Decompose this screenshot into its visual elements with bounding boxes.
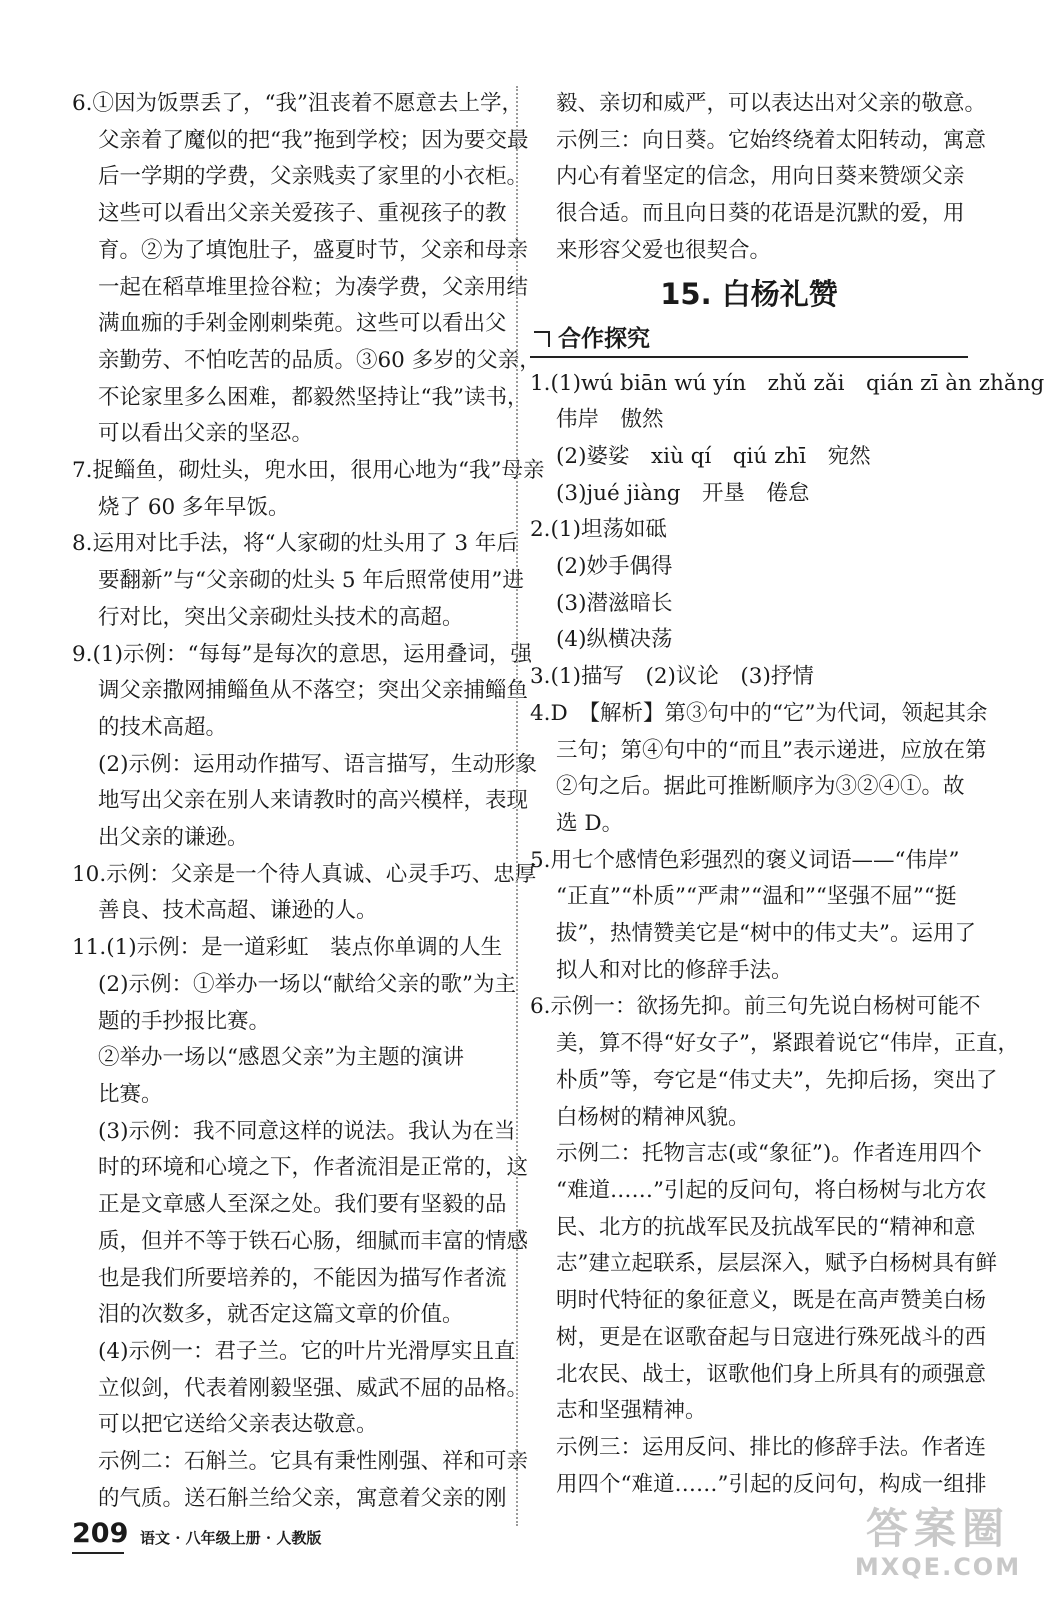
text-line: 后一学期的学费，父亲贱卖了家里的小衣柜。: [98, 164, 529, 190]
book-info: 语文 · 八年级上册 · 人教版: [140, 1529, 322, 1547]
text-line: 朴质”等，夸它是“伟丈夫”，先抑后扬，突出了: [556, 1067, 998, 1093]
subheading: [530, 322, 968, 358]
text-line: 泪的次数多，就否定这篇文章的价值。: [98, 1302, 464, 1328]
text-line: (3)jué jiàng 开垦 倦怠: [556, 480, 810, 506]
text-line: 8.运用对比手法，将“人家砌的灶头用了 3 年后: [72, 531, 518, 557]
text-line: 毅、亲切和威严，可以表达出对父亲的敬意。: [556, 91, 987, 116]
text-line: 正是文章感人至深之处。我们要有坚毅的品: [98, 1192, 507, 1218]
text-line: 出父亲的谦逊。: [98, 825, 249, 851]
watermark-main: 答案圈: [865, 1504, 1010, 1553]
text-line: 时的环境和心境之下，作者流泪是正常的，这: [98, 1155, 529, 1181]
text-line: 树，更是在讴歌奋起与日寇进行殊死战斗的西: [556, 1324, 987, 1350]
text-line: 6.示例一：欲扬先抑。前三句先说白杨树可能不: [530, 994, 981, 1020]
text-line: 志”建立起联系，层层深入，赋予白杨树具有鲜: [556, 1251, 997, 1277]
right-bottom-answers: [530, 366, 1045, 1504]
text-line: 用四个“难道……”引起的反问句，构成一组排: [556, 1471, 987, 1497]
text-line: 民、北方的抗战军民及抗战军民的“精神和意: [556, 1214, 976, 1240]
text-line: 示例三：向日葵。它始终绕着太阳转动，寓意: [556, 127, 987, 153]
page-number-rule: [72, 1552, 124, 1554]
text-line: 7.捉鲻鱼，砌灶头，兜水田，很用心地为“我”母亲: [72, 458, 545, 484]
text-line: (2)婆娑 xiù qí qiú zhī 宛然: [556, 443, 871, 469]
text-line: 11.(1)示例：是一道彩虹 装点你单调的人生: [72, 935, 503, 961]
text-line: 美，算不得“好女子”，紧跟着说它“伟岸，正直，: [556, 1031, 1019, 1057]
text-line: 题的手抄报比赛。: [98, 1008, 271, 1034]
section-title: 15. 白杨礼赞: [660, 276, 838, 311]
text-line: 1.(1)wú biān wú yín zhǔ zǎi qián zī àn zhǎng: [530, 370, 1045, 396]
text-line: 10.示例：父亲是一个待人真诚、心灵手巧、忠厚: [72, 861, 537, 887]
text-line: 很合适。而且向日葵的花语是沉默的爱，用: [556, 201, 965, 227]
text-line: 这些可以看出父亲关爱孩子、重视孩子的教: [98, 201, 507, 227]
text-line: 三句；第④句中的“而且”表示递进，应放在第: [556, 737, 987, 763]
text-line: 的气质。送石斛兰给父亲，寓意着父亲的刚: [98, 1485, 507, 1511]
text-line: 3.(1)描写 (2)议论 (3)抒情: [530, 664, 814, 690]
column-divider: [516, 86, 518, 1526]
text-line: 立似剑，代表着刚毅坚强、威武不屈的品格。: [98, 1375, 529, 1401]
text-line: 白杨树的精神风貌。: [556, 1104, 750, 1130]
right-column: [530, 86, 1045, 1503]
text-line: 5.用七个感情色彩强烈的褒义词语——“伟岸”: [530, 847, 960, 873]
subheading-label: 合作探究: [558, 325, 650, 352]
text-line: 2.(1)坦荡如砥: [530, 517, 667, 543]
corner-arrow-icon: [534, 331, 550, 347]
text-line: (2)示例：运用动作描写、语言描写，生动形象: [98, 751, 537, 777]
left-column: [72, 86, 545, 1517]
text-line: (4)纵横决荡: [556, 627, 673, 653]
text-line: “正直”“朴质”“严肃”“温和”“坚强不屈”“挺: [556, 884, 957, 910]
text-line: (2)示例：①举办一场以“献给父亲的歌”为主: [98, 971, 516, 997]
text-line: ②句之后。据此可推断顺序为③②④①。故: [556, 774, 965, 800]
text-line: 拟人和对比的修辞手法。: [556, 957, 793, 983]
text-line: 来形容父爱也很契合。: [556, 237, 772, 263]
text-line: 比赛。: [98, 1081, 163, 1107]
text-line: 调父亲撒网捕鲻鱼从不落空；突出父亲捕鲻鱼: [98, 678, 529, 704]
text-line: 可以把它送给父亲表达敬意。: [98, 1412, 378, 1438]
text-line: (2)妙手偶得: [556, 554, 673, 580]
text-line: 示例三：运用反问、排比的修辞手法。作者连: [556, 1434, 987, 1460]
page-number: 209: [72, 1518, 129, 1549]
text-line: 北农民、战士，讴歌他们身上所具有的顽强意: [556, 1361, 987, 1387]
text-line: 不论家里多么困难，都毅然坚持让“我”读书，: [98, 384, 529, 410]
text-line: 示例二：托物言志(或“象征”)。作者连用四个: [556, 1141, 982, 1167]
text-line: 内心有着坚定的信念，用向日葵来赞颂父亲: [556, 164, 965, 190]
text-line: “难道……”引起的反问句，将白杨树与北方农: [556, 1177, 987, 1203]
text-line: 满血痂的手剁金刚刺柴蔸。这些可以看出父: [98, 311, 507, 337]
text-line: (4)示例一：君子兰。它的叶片光滑厚实且直: [98, 1338, 516, 1364]
text-line: 示例二：石斛兰。它具有秉性刚强、祥和可亲: [98, 1449, 529, 1475]
text-line: 善良、技术高超、谦逊的人。: [98, 898, 378, 924]
text-line: 拔”，热情赞美它是“树中的伟丈夫”。运用了: [556, 921, 976, 947]
text-line: 父亲着了魔似的把“我”拖到学校；因为要交最: [98, 127, 529, 153]
text-line: 行对比，突出父亲砌灶头技术的高超。: [98, 604, 464, 630]
text-line: 地写出父亲在别人来请教时的高兴模样，表现: [98, 788, 529, 814]
text-line: 的技术高超。: [98, 714, 228, 740]
text-line: 也是我们所要培养的，不能因为描写作者流: [98, 1265, 507, 1291]
text-line: 明时代特征的象征意义，既是在高声赞美白杨: [556, 1288, 987, 1314]
text-line: (3)示例：我不同意这样的说法。我认为在当: [98, 1118, 516, 1144]
right-top-answers: [530, 86, 987, 270]
text-line: 6.①因为饭票丢了，“我”沮丧着不愿意去上学，: [72, 91, 523, 116]
text-line: 育。②为了填饱肚子，盛夏时节，父亲和母亲: [98, 237, 529, 263]
text-line: 伟岸 傲然: [556, 407, 664, 433]
watermark-logo: [838, 1505, 1038, 1600]
text-line: 9.(1)示例：“每每”是每次的意思，运用叠词，强: [72, 641, 532, 667]
text-line: 选 D。: [556, 810, 624, 836]
text-line: (3)潜滋暗长: [556, 590, 673, 616]
text-line: 志和坚强精神。: [556, 1398, 707, 1424]
text-line: 要翻新”与“父亲砌的灶头 5 年后照常使用”进: [98, 568, 524, 594]
text-line: 一起在稻草堆里捡谷粒；为凑学费，父亲用结: [98, 274, 529, 300]
text-line: 亲勤劳、不怕吃苦的品质。③60 多岁的父亲，: [98, 347, 541, 373]
text-line: 4.D 【解析】第③句中的“它”为代词，领起其余: [530, 700, 988, 726]
text-line: 烧了 60 多年早饭。: [98, 494, 290, 520]
watermark-url: MXQE.COM: [854, 1553, 1022, 1581]
text-line: 质，但并不等于铁石心肠，细腻而丰富的情感: [98, 1228, 529, 1254]
text-line: ②举办一场以“感恩父亲”为主题的演讲: [98, 1045, 464, 1071]
text-line: 可以看出父亲的坚忍。: [98, 421, 314, 447]
